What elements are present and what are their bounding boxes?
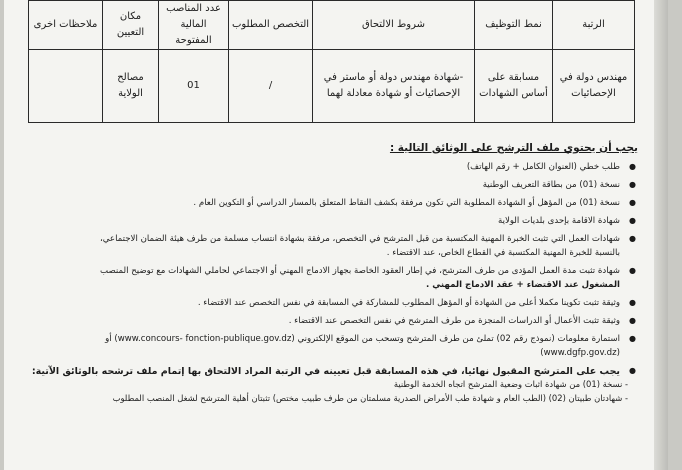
final-title [30, 366, 638, 377]
list-item [30, 160, 638, 174]
cell-conditions: -شهادة مهندس دولة أو ماستر في الإحصائيات أو شهادة معادلة لهما [313, 50, 475, 123]
cell-notes [29, 50, 103, 123]
list-item [30, 264, 638, 292]
cell-rank: مهندس دولة في الإحصائيات [553, 50, 635, 123]
item-text: طلب خطي (العنوان الكامل + رقم الهاتف) [466, 162, 620, 172]
list-item [30, 214, 638, 228]
required-documents [30, 142, 638, 405]
item-text: شهادة تثبت مدة العمل المؤدى من طرف المترشح، في إطار العقود الخاصة بجهاز الادماج المهني أو الاجتماعي لحاملي الشهادات مع توضيح المنصب [100, 266, 620, 276]
header-rank: الرتبة [553, 1, 635, 50]
bullet-icon: ● [629, 162, 636, 171]
item-text: شهادة الاقامة بإحدى بلديات الولاية [497, 216, 620, 226]
header-open-posts: عدد المناصب المالية المفتوحة [159, 1, 229, 50]
bullet-icon: ● [629, 366, 636, 375]
list-item [30, 178, 638, 192]
final-documents [30, 366, 638, 405]
item-text: نسخة (01) من المؤهل أو الشهادة المطلوبة التي تكون مرفقة بكشف النقاط المتعلق بالمسار الدراسي أو التكوين العام . [193, 198, 620, 208]
final-title-text: يجب على المترشح المقبول نهائيا، في هذه المسابقة قبل تعيينه في الرتبة المراد الالتحاق بها إتمام ملف ترشحه بالوثائق الآتية: [31, 366, 620, 377]
item-text: وثيقة تثبت تكوينا مكملا أعلى من الشهادة أو المؤهل المطلوب للمشاركة في المسابقة في نفس التخصص عند الاقتضاء . [197, 298, 620, 308]
item-extra: (www.dgfp.gov.dz) [540, 348, 620, 358]
page-edge [654, 0, 668, 470]
list-item [30, 314, 638, 328]
header-specialty: التخصص المطلوب [229, 1, 313, 50]
item-text: نسخة (01) من بطاقة التعريف الوطنية [482, 180, 620, 190]
documents-list [30, 160, 638, 360]
list-item [30, 332, 638, 360]
bullet-icon: ● [629, 266, 636, 275]
positions-table [28, 0, 635, 123]
table-row [29, 50, 635, 123]
list-item [30, 232, 638, 260]
cell-recruitment-mode: مسابقة على أساس الشهادات [475, 50, 553, 123]
bullet-icon: ● [629, 216, 636, 225]
header-recruitment-mode: نمط التوظيف [475, 1, 553, 50]
final-line: - نسخة (01) من شهادة اثبات وضعية المترشح اتجاه الخدمة الوطنية [393, 379, 628, 389]
item-text: استمارة معلومات (نموذج رقم 02) تملئ من طرف المترشح وتسحب من الموقع الإلكتروني (www.concours- fonction-publique.gov.dz) أو [105, 334, 620, 344]
bullet-icon: ● [629, 334, 636, 343]
final-line: - شهادتان طبيتان (02) (الطب العام و شهادة طب الأمراض الصدرية مسلمتان من طرف طبيب مختص) تثبتان أهلية المترشح لشغل المنصب المطلوب [112, 393, 628, 403]
bullet-icon: ● [629, 198, 636, 207]
bullet-icon: ● [629, 234, 636, 243]
table-header-row [29, 1, 635, 50]
documents-title: يجب أن يحتوي ملف الترشح على الوثائق التالية : [389, 142, 638, 154]
item-extra: بالنسبة للخبرة المهنية المكتسبة في القطاع الخاص، عند الاقتضاء . [386, 248, 620, 258]
bullet-icon: ● [629, 298, 636, 307]
cell-location: مصالح الولاية [103, 50, 159, 123]
header-location: مكان التعيين [103, 1, 159, 50]
item-text: وثيقة تثبت الأعمال أو الدراسات المنجزة من طرف المترشح في نفس التخصص عند الاقتضاء . [288, 316, 620, 326]
item-extra: المشغول عند الاقتضاء + عقد الادماج المهني . [425, 280, 620, 290]
item-text: شهادات العمل التي تثبت الخبرة المهنية المكتسبة من قبل المترشح في التخصص، مرفقة بشهادة انتساب مسلمة من طرف هيئة الضمان الاجتماعي، [100, 234, 620, 244]
bullet-icon: ● [629, 316, 636, 325]
document-page [4, 0, 668, 470]
list-item [30, 296, 638, 310]
header-conditions: شروط الالتحاق [313, 1, 475, 50]
bullet-icon: ● [629, 180, 636, 189]
header-notes: ملاحظات اخرى [29, 1, 103, 50]
cell-specialty: / [229, 50, 313, 123]
cell-open-posts: 01 [159, 50, 229, 123]
list-item [30, 196, 638, 210]
